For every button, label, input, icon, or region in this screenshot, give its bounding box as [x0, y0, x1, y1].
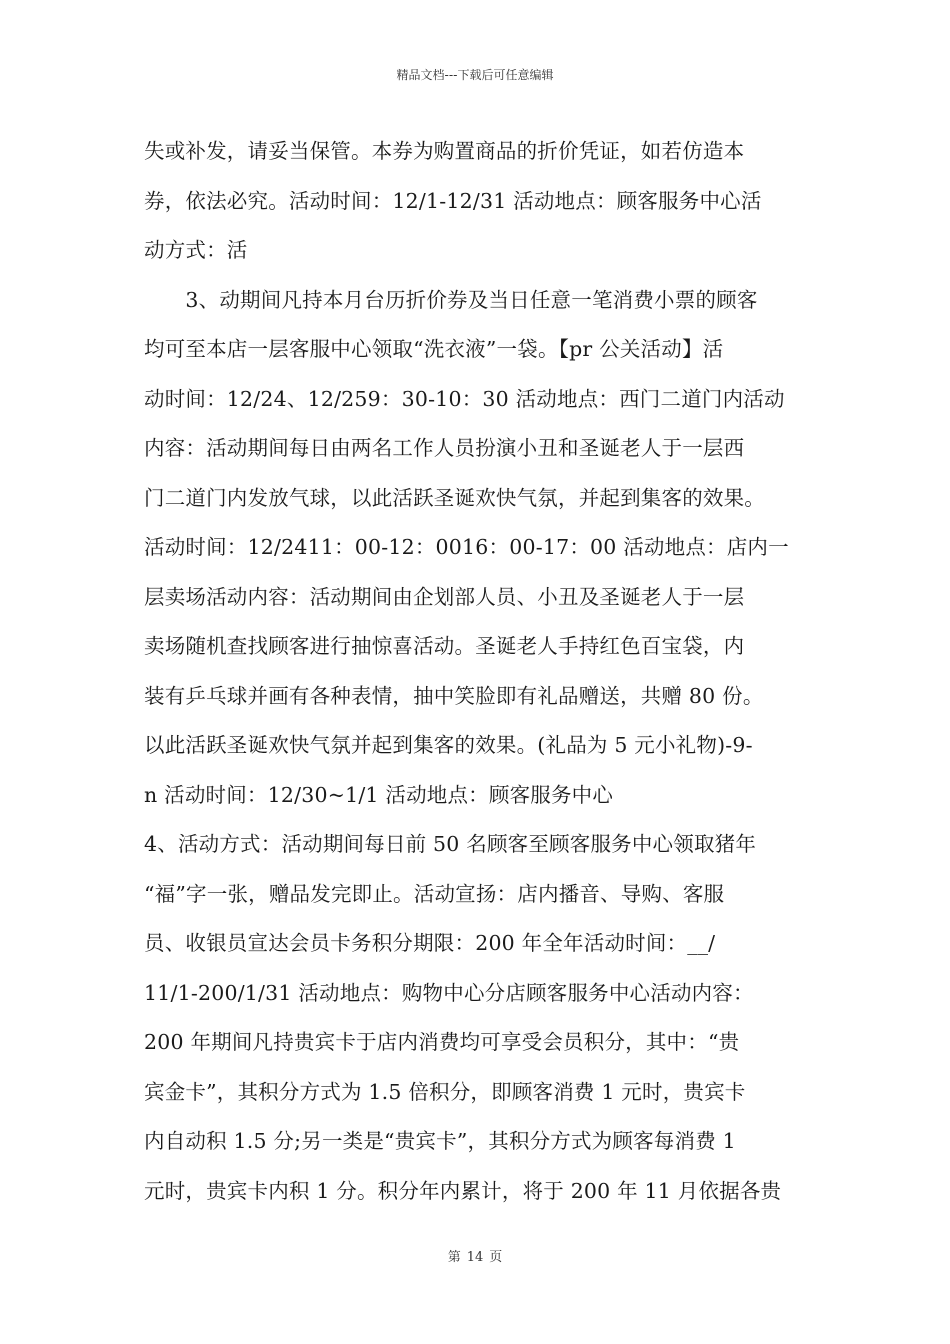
document-body: [144, 127, 824, 1216]
page-header: 精品文档---下载后可任意编辑: [396, 68, 554, 82]
body-line: 元时，贵宾卡内积 1 分。积分年内累计，将于 200 年 11 月依据各贵: [144, 1178, 782, 1203]
body-line: 动时间：12/24、12/259：30-10：30 活动地点：西门二道门内活动: [144, 386, 785, 411]
body-line: 内自动积 1.5 分;另一类是“贵宾卡”，其积分方式为顾客每消费 1: [144, 1129, 736, 1153]
body-line: 宾金卡”，其积分方式为 1.5 倍积分，即顾客消费 1 元时，贵宾卡: [144, 1079, 746, 1104]
body-line: n 活动时间：12/30~1/1 活动地点：顾客服务中心: [144, 782, 614, 807]
body-line: 活动时间：12/2411：00-12：0016：00-17：00 活动地点：店内一: [144, 535, 789, 559]
body-line: 均可至本店一层客服中心领取“洗衣液”一袋。【pr 公关活动】活: [144, 337, 724, 361]
body-line: 3、动期间凡持本月台历折价券及当日任意一笔消费小票的顾客: [144, 287, 758, 312]
body-line: 员、收银员宣达会员卡务积分期限：200 年全年活动时间：__/: [144, 931, 716, 955]
body-line: 券，依法必究。活动时间：12/1-12/31 活动地点：顾客服务中心活: [144, 188, 762, 213]
body-line: 动方式：活: [144, 238, 248, 262]
body-line: 以此活跃圣诞欢快气氛并起到集客的效果。(礼品为 5 元小礼物)-9-: [144, 733, 753, 757]
body-line: “福”字一张，赠品发完即止。活动宣扬：店内播音、导购、客服: [144, 881, 725, 906]
page-number-suffix: 页: [489, 1250, 503, 1265]
body-line: 11/1-200/1/31 活动地点：购物中心分店顾客服务中心活动内容：: [144, 980, 754, 1005]
page-footer: [0, 1246, 950, 1265]
body-line: 内容：活动期间每日由两名工作人员扮演小丑和圣诞老人于一层西: [144, 436, 745, 460]
page-number-prefix: 第: [447, 1250, 461, 1265]
body-line: 门二道门内发放气球，以此活跃圣诞欢快气氛，并起到集客的效果。: [144, 485, 765, 510]
body-line: 失或补发，请妥当保管。本券为购置商品的折价凭证，如若仿造本: [144, 139, 745, 163]
body-line: 层卖场活动内容：活动期间由企划部人员、小丑及圣诞老人于一层: [144, 584, 745, 609]
body-line: 装有乒乓球并画有各种表情，抽中笑脸即有礼品赠送，共赠 80 份。: [144, 683, 764, 708]
page-number: 14: [466, 1250, 484, 1265]
body-line: 4、活动方式：活动期间每日前 50 名顾客至顾客服务中心领取猪年: [144, 832, 757, 856]
body-line: 200 年期间凡持贵宾卡于店内消费均可享受会员积分，其中：“贵: [144, 1030, 740, 1054]
body-line: 卖场随机查找顾客进行抽惊喜活动。圣诞老人手持红色百宝袋，内: [144, 634, 745, 658]
